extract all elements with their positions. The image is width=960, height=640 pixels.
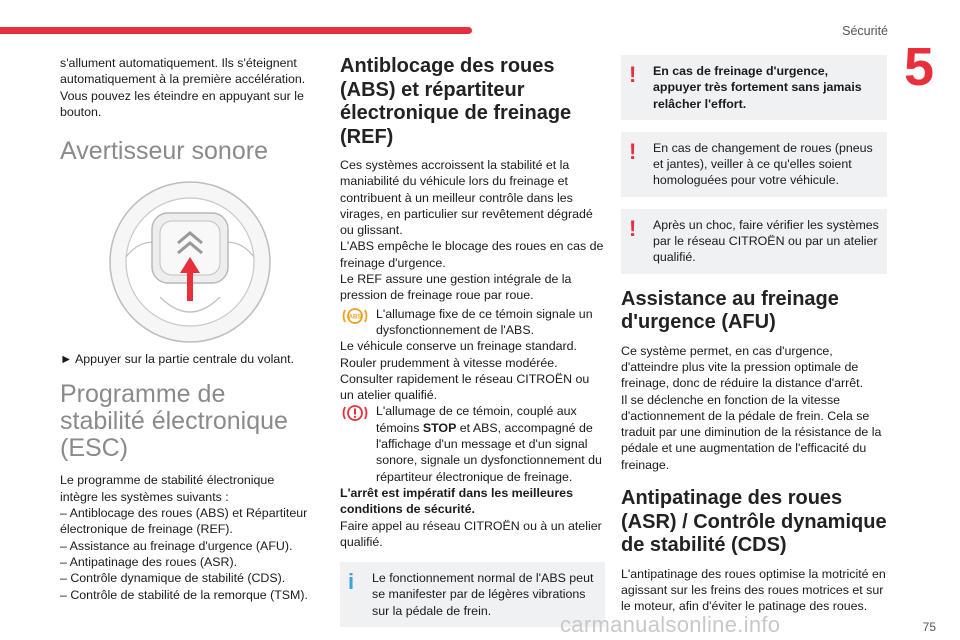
abs-info-box: i Le fonctionnement normal de l'ABS peut se manifester par de légères vibrations sur la pédale de frein. <box>340 562 605 627</box>
chapter-number: 5 <box>903 37 934 97</box>
warning-box-3: ! Après un choc, faire vérifier les systèmes par le réseau CITROËN ou par un atelier qualifié. <box>621 209 887 274</box>
stop-word: STOP <box>422 420 457 435</box>
abs-paragraph: Ces systèmes accroissent la stabilité et la maniabilité du véhicule lors du freinage et contribuent à un meilleur contrôle dans les virages, en particulier sur revêtement dégradé ou glissant. L'ABS empêche le blocage des roues en cas de freinage d'urgence. Le REF assure une gestion intégrale de la pression de freinage roue par roue. <box>340 158 604 303</box>
svg-text:ABS: ABS <box>348 314 362 321</box>
warning-exclamation-icon: ! <box>629 215 637 241</box>
section-name: Sécurité <box>842 24 888 38</box>
column-middle <box>340 55 605 627</box>
stop-after-text: Faire appel au réseau CITROËN ou à un atelier qualifié. <box>340 518 602 549</box>
abs-after-text: Le véhicule conserve un freinage standard. Rouler prudemment à vitesse modérée. Consulter rapidement le réseau CITROËN ou un atelier qualifié. <box>340 339 590 403</box>
watermark: carmanualsonline.info <box>560 612 781 637</box>
esc-heading: Programme de stabilité électronique (ESC) <box>60 380 288 463</box>
asr-paragraph: L'antipatinage des roues optimise la motricité en agissant sur les freins des roues motrices et sur le moteur, afin d'éviter le patinage des roues. <box>621 566 886 614</box>
column-left <box>60 55 315 603</box>
warning-box-1: ! En cas de freinage d'urgence, appuyer très fortement sans jamais relâcher l'effort. <box>621 55 887 120</box>
afu-heading: Assistance au freinage d'urgence (AFU) <box>621 287 839 334</box>
page-number: 75 <box>922 620 936 634</box>
abs-lamp-note: ABS L'allumage fixe de ce témoin signale un dysfonctionnement de l'ABS. <box>340 306 605 339</box>
steering-wheel-illustration <box>100 177 280 347</box>
afu-paragraph: Ce système permet, en cas d'urgence, d'atteindre plus vite la pression optimale de freinage, donc de réduire la distance d'arrêt. Il se déclenche en fonction de la vitesse d'actionnement de la pédale de frein. Cela se traduit par une diminution de la résistance de la pédale et une augmentation de l'efficacité du freinage. <box>621 343 882 472</box>
abs-heading: Antiblocage des roues (ABS) et répartiteur électronique de freinage (REF) <box>340 55 572 148</box>
intro-paragraph: s'allument automatiquement. Ils s'éteignent automatiquement à la première accélération. Vous pouvez les éteindre en appuyant sur le bouton. <box>60 56 306 119</box>
horn-instruction: ► Appuyer sur la partie centrale du volant. <box>60 352 295 367</box>
column-right <box>621 55 887 614</box>
esc-paragraph: Le programme de stabilité électronique intègre les systèmes suivants : – Antiblocage des roues (ABS) et Répartiteur électronique de freinage (REF). – Assistance au freinage d'urgence (AFU). – Antipatinage des roues (ASR). – Contrôle dynamique de stabilité (CDS). – Contrôle de stabilité de la remorque (TSM). <box>60 473 308 602</box>
horn-heading: Avertisseur sonore <box>60 137 268 166</box>
brake-lamp-note: L'allumage de ce témoin, couplé aux témoins STOP et ABS, accompagné de l'affichage d'un message et d'un signal sonore, signale un dysfonctionnement du répartiteur électronique de freinage. <box>340 403 605 484</box>
stop-bold-text: L'arrêt est impératif dans les meilleures conditions de sécurité. <box>340 485 573 517</box>
info-icon: i <box>348 569 355 595</box>
abs-warning-lamp-icon <box>340 306 370 326</box>
warning-exclamation-icon: ! <box>629 138 637 164</box>
header-accent-bar <box>0 27 472 34</box>
warning-exclamation-icon: ! <box>629 62 637 87</box>
asr-heading: Antipatinage des roues (ASR) / Contrôle dynamique de stabilité (CDS) <box>621 487 887 557</box>
brake-warning-lamp-icon <box>340 403 370 423</box>
warning-box-2: ! En cas de changement de roues (pneus et jantes), veiller à ce qu'elles soient homologuées pour votre véhicule. <box>621 132 887 197</box>
